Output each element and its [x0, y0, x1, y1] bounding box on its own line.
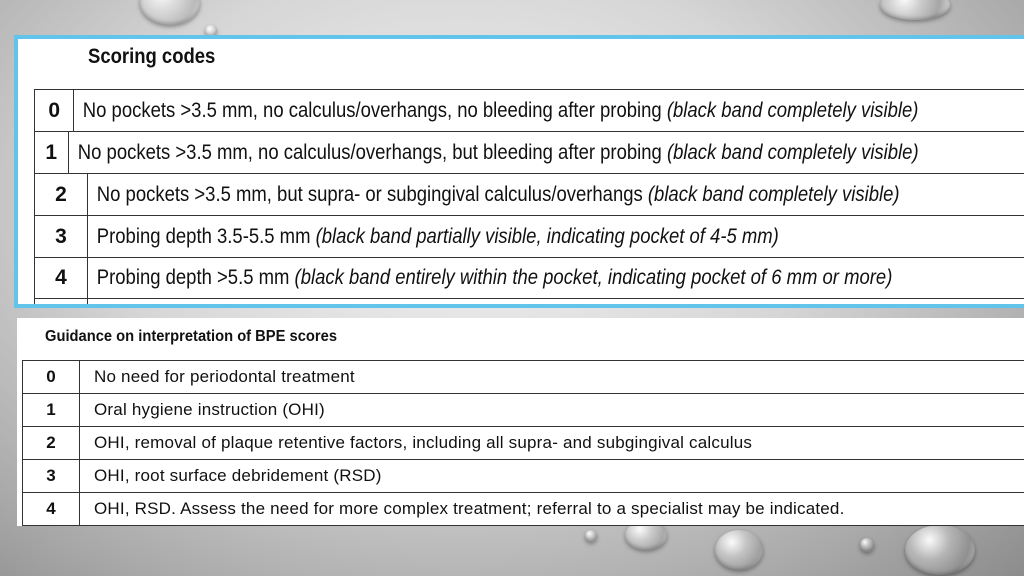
score-code: 0	[34, 90, 74, 131]
table-row	[34, 131, 1024, 173]
bpe-guidance-table	[22, 360, 1024, 526]
scoring-codes-table	[34, 89, 1024, 308]
guidance-description: Oral hygiene instruction (OHI)	[94, 400, 325, 419]
table-row-continuation	[34, 298, 1024, 308]
bpe-guidance-panel	[17, 318, 1024, 526]
scoring-codes-title: Scoring codes	[88, 45, 216, 68]
table-row	[34, 257, 1024, 298]
table-row	[22, 360, 1024, 393]
table-row	[22, 426, 1024, 459]
water-droplet-decoration	[880, 0, 950, 20]
table-row	[34, 215, 1024, 257]
water-droplet-decoration	[585, 530, 597, 542]
score-code: 4	[22, 493, 80, 525]
table-row	[22, 459, 1024, 492]
score-code: 2	[22, 427, 80, 459]
score-code: 1	[22, 394, 80, 426]
score-code: 4	[34, 258, 88, 298]
score-code: 0	[22, 361, 80, 393]
score-code: 2	[34, 174, 88, 215]
water-droplet-decoration	[860, 538, 874, 552]
guidance-description: OHI, root surface debridement (RSD)	[94, 466, 382, 485]
water-droplet-decoration	[715, 530, 763, 570]
score-description: Probing depth 3.5-5.5 mm (black band partially visible, indicating pocket of 4-5 mm)	[96, 224, 779, 248]
score-description: No pockets >3.5 mm, no calculus/overhangs, no bleeding after probing (black band completely visible)	[83, 98, 919, 122]
score-description: Probing depth >5.5 mm (black band entirely within the pocket, indicating pocket of 6 mm or more)	[96, 266, 893, 289]
table-row	[22, 393, 1024, 426]
table-row	[34, 89, 1024, 131]
bpe-guidance-title: Guidance on interpretation of BPE scores	[45, 328, 337, 345]
guidance-description: OHI, RSD. Assess the need for more complex treatment; referral to a specialist may be indicated.	[94, 499, 845, 518]
table-row	[34, 173, 1024, 215]
score-code: 3	[34, 216, 88, 257]
scoring-codes-panel	[14, 35, 1024, 308]
guidance-description: OHI, removal of plaque retentive factors, including all supra- and subgingival calculus	[94, 433, 753, 452]
score-description: No pockets >3.5 mm, no calculus/overhangs, but bleeding after probing (black band completely visible)	[77, 140, 919, 164]
water-droplet-decoration	[140, 0, 200, 25]
score-description: No pockets >3.5 mm, but supra- or subgingival calculus/overhangs (black band completely visible)	[96, 182, 900, 206]
score-code: 1	[34, 132, 69, 173]
guidance-description: No need for periodontal treatment	[94, 367, 355, 386]
table-row	[22, 492, 1024, 525]
water-droplet-decoration	[905, 525, 975, 575]
score-code: 3	[22, 460, 80, 492]
